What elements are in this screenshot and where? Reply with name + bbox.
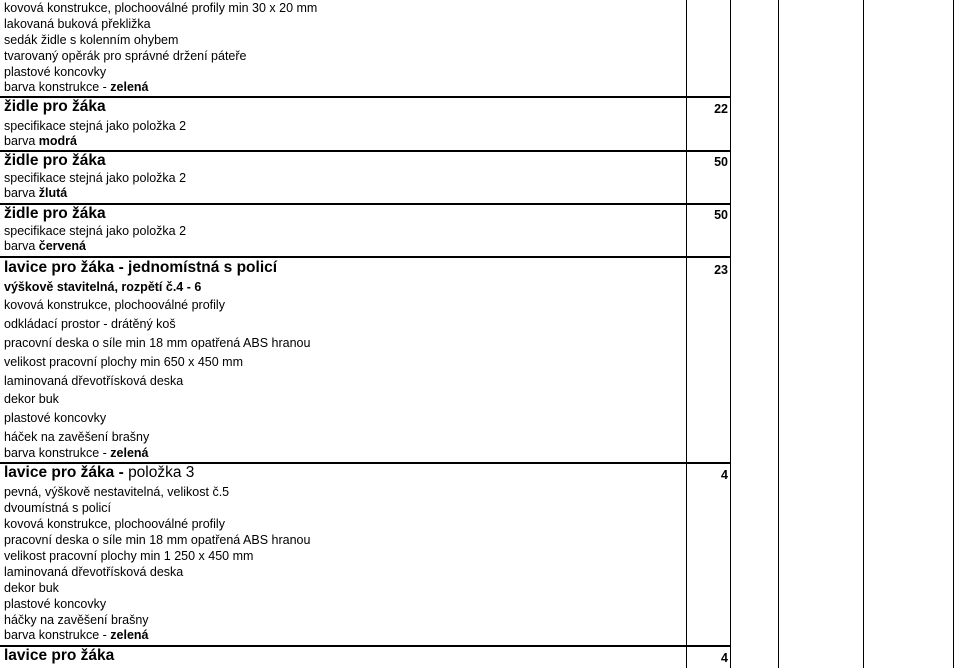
spec-line: dekor buk xyxy=(4,581,59,595)
spec-line: plastové koncovky xyxy=(4,65,107,79)
spec-line: specifikace stejná jako položka 2 xyxy=(4,119,187,133)
item-heading: židle pro žáka xyxy=(4,152,106,169)
item-quantity: 23 xyxy=(714,263,728,277)
column-divider xyxy=(863,0,864,668)
spec-line: barva modrá xyxy=(4,134,77,148)
spec-line: pracovní deska o síle min 18 mm opatřená ABS hranou xyxy=(4,336,311,350)
item-quantity: 4 xyxy=(721,468,728,482)
item-heading: lavice pro žáka - položka 3 xyxy=(4,464,195,481)
spec-line: pevná, výškově nestavitelná, velikost č.5 xyxy=(4,485,230,499)
spec-line: specifikace stejná jako položka 2 xyxy=(4,171,187,185)
spec-line: kovová konstrukce, plochooválné profily xyxy=(4,298,225,312)
spec-line: tvarovaný opěrák pro správné držení páteře xyxy=(4,49,247,63)
spec-line: dvoumístná s policí xyxy=(4,501,111,515)
spec-line: laminovaná dřevotřísková deska xyxy=(4,565,184,579)
spec-line: lakovaná buková překližka xyxy=(4,17,151,31)
item-quantity: 50 xyxy=(714,208,728,222)
spec-line: plastové koncovky xyxy=(4,597,107,611)
item-heading: židle pro žáka xyxy=(4,205,106,222)
spec-line: odkládací prostor - drátěný koš xyxy=(4,317,176,331)
spec-line: velikost pracovní plochy min 1 250 x 450 mm xyxy=(4,549,254,563)
column-divider xyxy=(778,0,779,668)
column-divider xyxy=(953,0,954,668)
column-divider xyxy=(730,0,731,668)
item-heading: lavice pro žáka - jednomístná s policí xyxy=(4,259,278,276)
spec-line: barva žlutá xyxy=(4,186,68,200)
item-separator xyxy=(0,203,730,205)
spec-line: dekor buk xyxy=(4,392,59,406)
spec-line: pracovní deska o síle min 18 mm opatřená ABS hranou xyxy=(4,533,311,547)
item-quantity: 50 xyxy=(714,155,728,169)
spec-line: barva konstrukce - zelená xyxy=(4,446,149,460)
item-heading: lavice pro žáka xyxy=(4,647,115,664)
item-quantity: 22 xyxy=(714,102,728,116)
spec-line: barva červená xyxy=(4,239,87,253)
spec-line: plastové koncovky xyxy=(4,411,107,425)
spec-line: barva konstrukce - zelená xyxy=(4,80,149,94)
item-quantity: 4 xyxy=(721,651,728,665)
item-separator xyxy=(0,150,730,152)
spec-line: výškově stavitelná, rozpětí č.4 - 6 xyxy=(4,280,202,294)
spec-line: háček na zavěšení brašny xyxy=(4,430,150,444)
spec-line: velikost pracovní plochy min 650 x 450 mm xyxy=(4,355,243,369)
spec-line: sedák židle s kolenním ohybem xyxy=(4,33,179,47)
spec-line: kovová konstrukce, plochooválné profily xyxy=(4,517,225,531)
item-separator xyxy=(0,96,730,98)
spec-line: specifikace stejná jako položka 2 xyxy=(4,224,187,238)
spec-line: háčky na zavěšení brašny xyxy=(4,613,149,627)
spec-line: laminovaná dřevotřísková deska xyxy=(4,374,184,388)
spec-line: kovová konstrukce, plochooválné profily min 30 x 20 mm xyxy=(4,1,318,15)
item-separator xyxy=(0,256,730,258)
spec-line: barva konstrukce - zelená xyxy=(4,628,149,642)
item-heading: židle pro žáka xyxy=(4,98,106,115)
